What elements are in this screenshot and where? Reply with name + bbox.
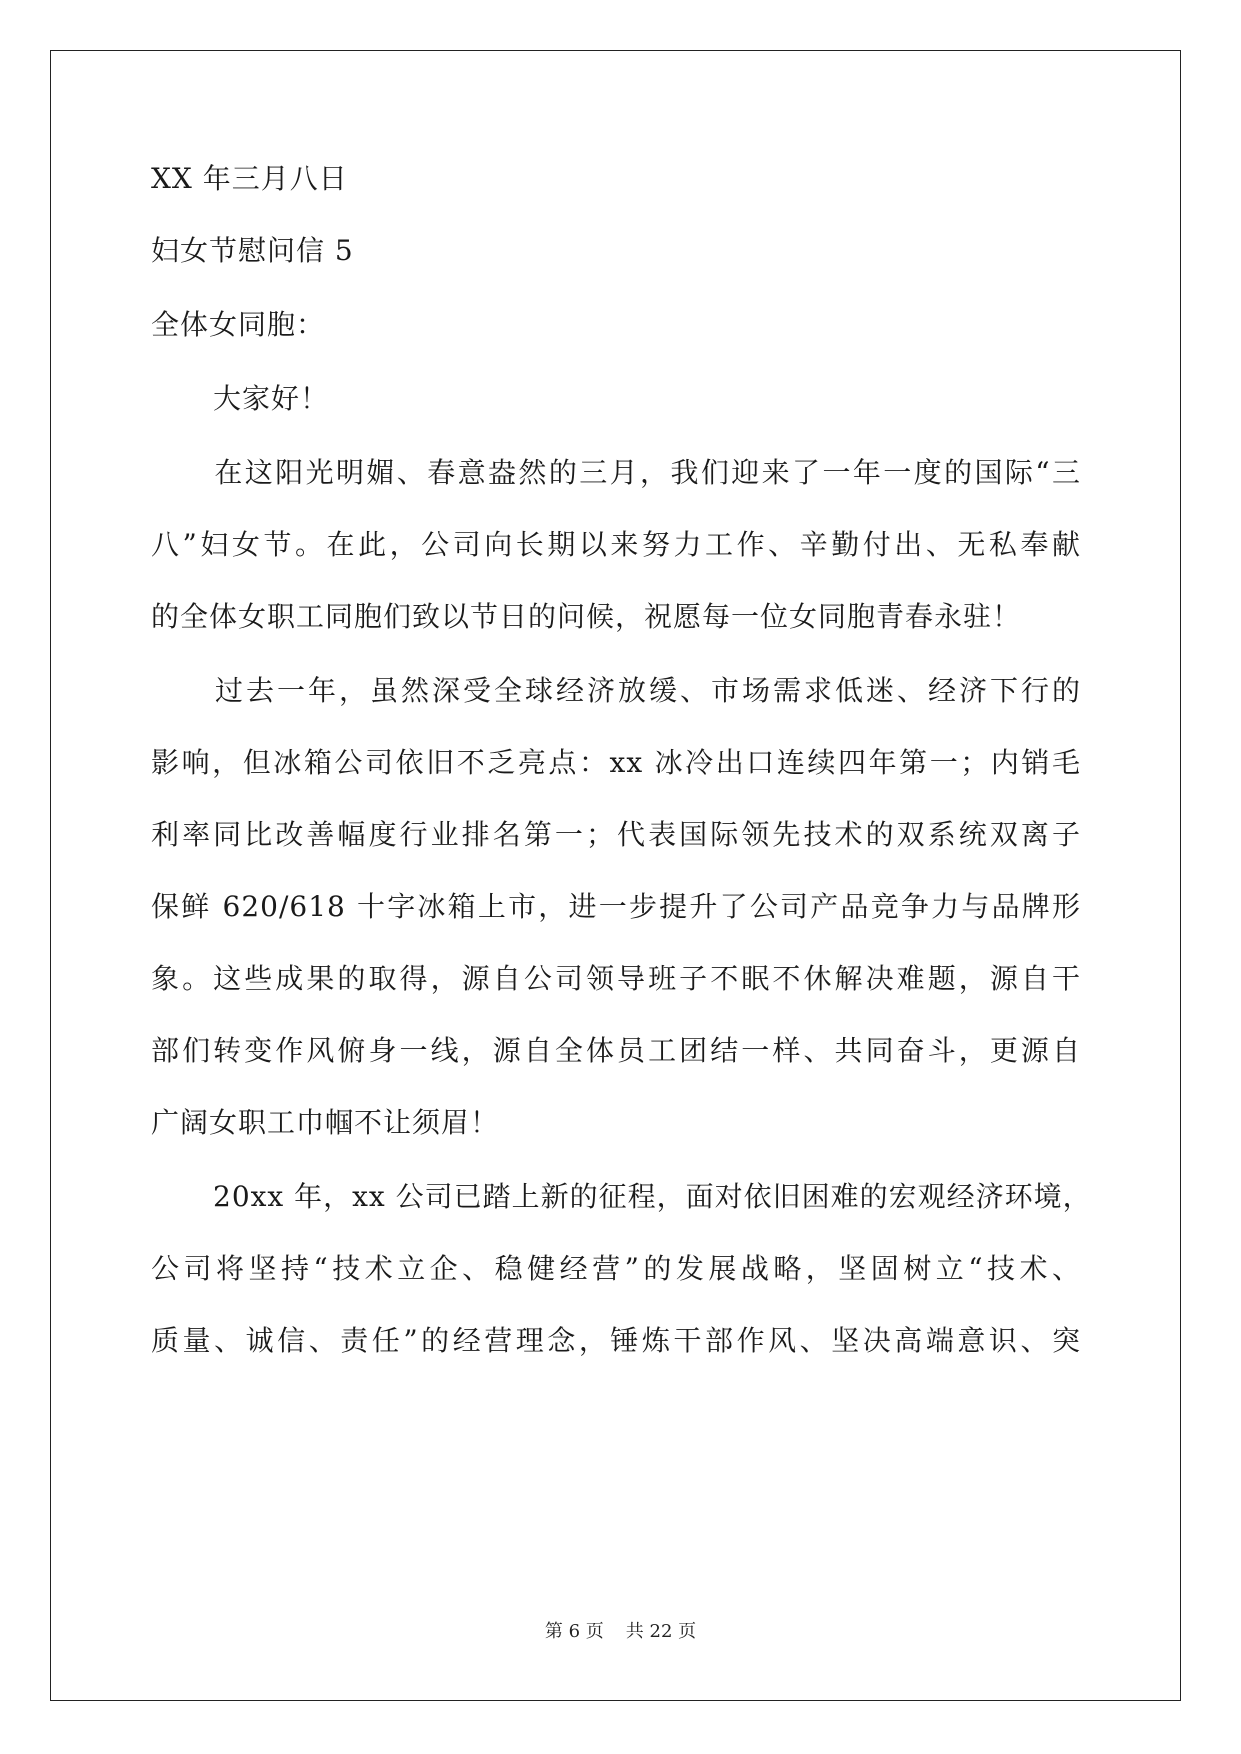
page-border [50,50,1181,1701]
paragraph-1-line-1: 在这阳光明媚、春意盎然的三月，我们迎来了一年一度的国际“三 [213,456,1081,489]
paragraph-2-line-5: 象。这些成果的取得，源自公司领导班子不眠不休解决难题，源自干 [151,962,1081,995]
paragraph-3-line-1: 20xx 年，xx 公司已踏上新的征程，面对依旧困难的宏观经济环境， [213,1180,1092,1213]
paragraph-2-line-7: 广阔女职工巾帼不让须眉！ [151,1106,500,1139]
letter-title: 妇女节慰问信 5 [151,234,354,267]
paragraph-1-line-2: 八”妇女节。在此，公司向长期以来努力工作、辛勤付出、无私奉献 [151,528,1081,561]
salutation: 全体女同胞： [151,308,326,341]
paragraph-3-line-2: 公司将坚持“技术立企、稳健经营”的发展战略，坚固树立“技术、 [151,1252,1081,1285]
paragraph-2-line-4: 保鲜 620/618 十字冰箱上市，进一步提升了公司产品竞争力与品牌形 [151,890,1081,923]
date-line: XX 年三月八日 [151,162,348,195]
greeting: 大家好！ [213,382,330,415]
paragraph-3-line-3: 质量、诚信、责任”的经营理念，锤炼干部作风、坚决高端意识、突 [151,1324,1081,1357]
paragraph-1-line-3: 的全体女职工同胞们致以节日的问候，祝愿每一位女同胞青春永驻！ [151,600,1022,633]
paragraph-2-line-2: 影响，但冰箱公司依旧不乏亮点：xx 冰冷出口连续四年第一；内销毛 [151,746,1081,779]
paragraph-2-line-6: 部们转变作风俯身一线，源自全体员工团结一样、共同奋斗，更源自 [151,1034,1081,1067]
page-footer [0,1620,1241,1644]
paragraph-2-line-3: 利率同比改善幅度行业排名第一；代表国际领先技术的双系统双离子 [151,818,1081,851]
page-number: 第 6 页 [544,1621,604,1642]
page-total: 共 22 页 [625,1621,697,1642]
paragraph-2-line-1: 过去一年，虽然深受全球经济放缓、市场需求低迷、经济下行的 [213,674,1081,707]
